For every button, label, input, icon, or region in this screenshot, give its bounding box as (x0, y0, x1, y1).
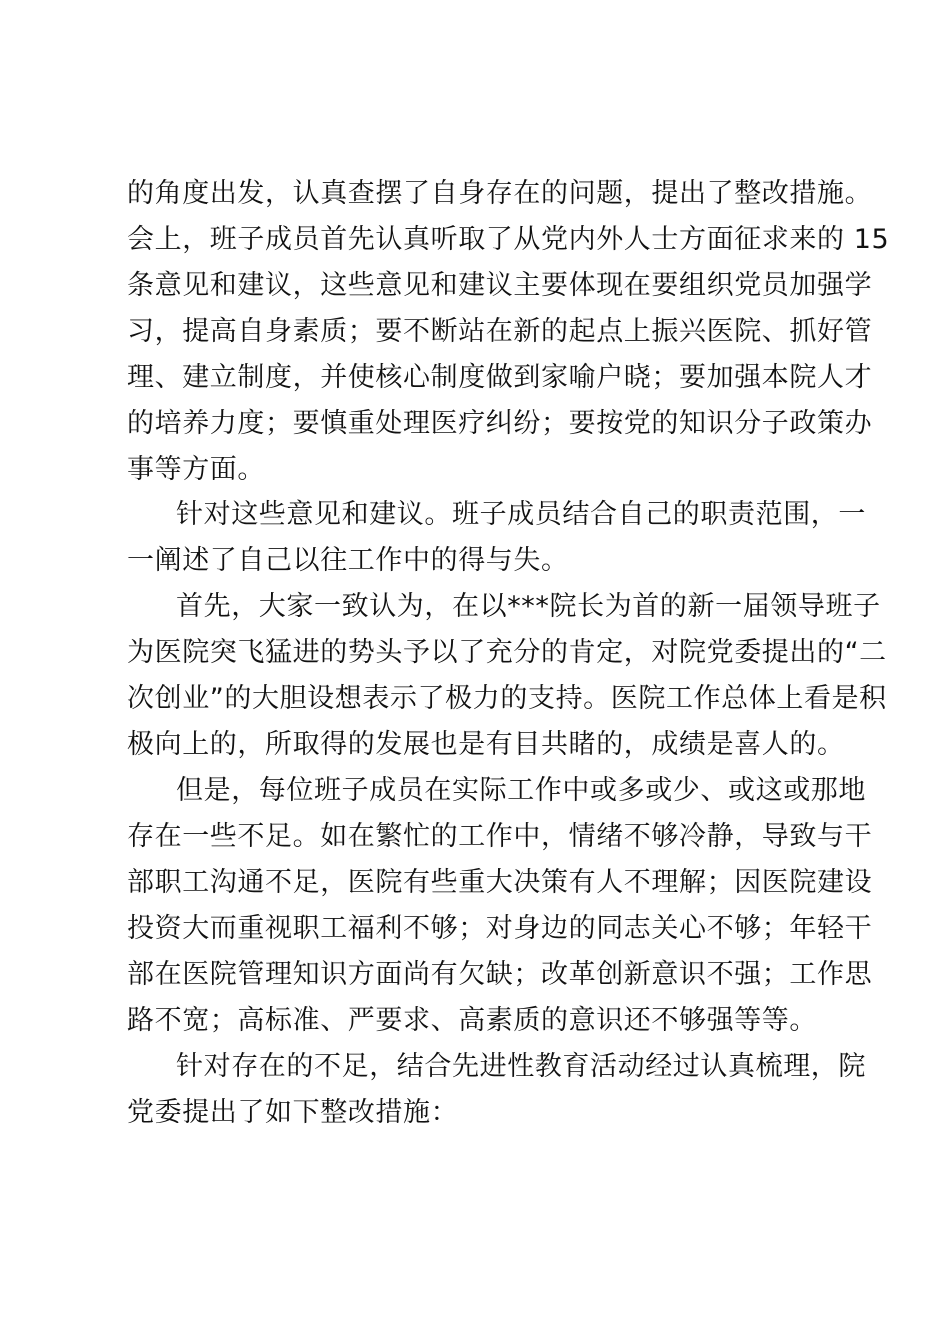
text-line: 部在医院管理知识方面尚有欠缺；改革创新意识不强；工作思 (127, 959, 873, 990)
text-line: 针对这些意见和建议。班子成员结合自己的职责范围，一 (176, 499, 866, 530)
text-line: 极向上的，所取得的发展也是有目共睹的，成绩是喜人的。 (127, 729, 845, 760)
text-line: 事等方面。 (127, 454, 265, 485)
text-line: 路不宽；高标准、严要求、高素质的意识还不够强等等。 (127, 1005, 817, 1036)
text-line: 习，提高自身素质；要不断站在新的起点上振兴医院、抓好管 (127, 316, 873, 347)
text-line: 次创业”的大胆设想表示了极力的支持。医院工作总体上看是积 (127, 683, 887, 714)
text-line: 存在一些不足。如在繁忙的工作中，情绪不够冷静，导致与干 (127, 821, 873, 852)
text-line: 一阐述了自己以往工作中的得与失。 (127, 545, 569, 576)
text-line: 条意见和建议，这些意见和建议主要体现在要组织党员加强学 (127, 270, 873, 301)
text-line: 但是，每位班子成员在实际工作中或多或少、或这或那地 (176, 775, 866, 806)
text-line: 首先，大家一致认为，在以***院长为首的新一届领导班子 (176, 591, 881, 622)
text-line: 党委提出了如下整改措施： (127, 1097, 459, 1128)
text-line: 理、建立制度，并使核心制度做到家喻户晓；要加强本院人才 (127, 362, 873, 393)
text-line: 投资大而重视职工福利不够；对身边的同志关心不够；年轻干 (127, 913, 873, 944)
text-line: 的角度出发，认真查摆了自身存在的问题，提出了整改措施。 (127, 178, 873, 209)
text-line: 部职工沟通不足，医院有些重大决策有人不理解；因医院建设 (127, 867, 873, 898)
text-line: 会上，班子成员首先认真听取了从党内外人士方面征求来的 15 (127, 224, 890, 255)
text-line: 针对存在的不足，结合先进性教育活动经过认真梳理，院 (176, 1051, 866, 1082)
text-line: 为医院突飞猛进的势头予以了充分的肯定，对院党委提出的“二 (127, 637, 887, 668)
text-line: 的培养力度；要慎重处理医疗纠纷；要按党的知识分子政策办 (127, 408, 873, 439)
